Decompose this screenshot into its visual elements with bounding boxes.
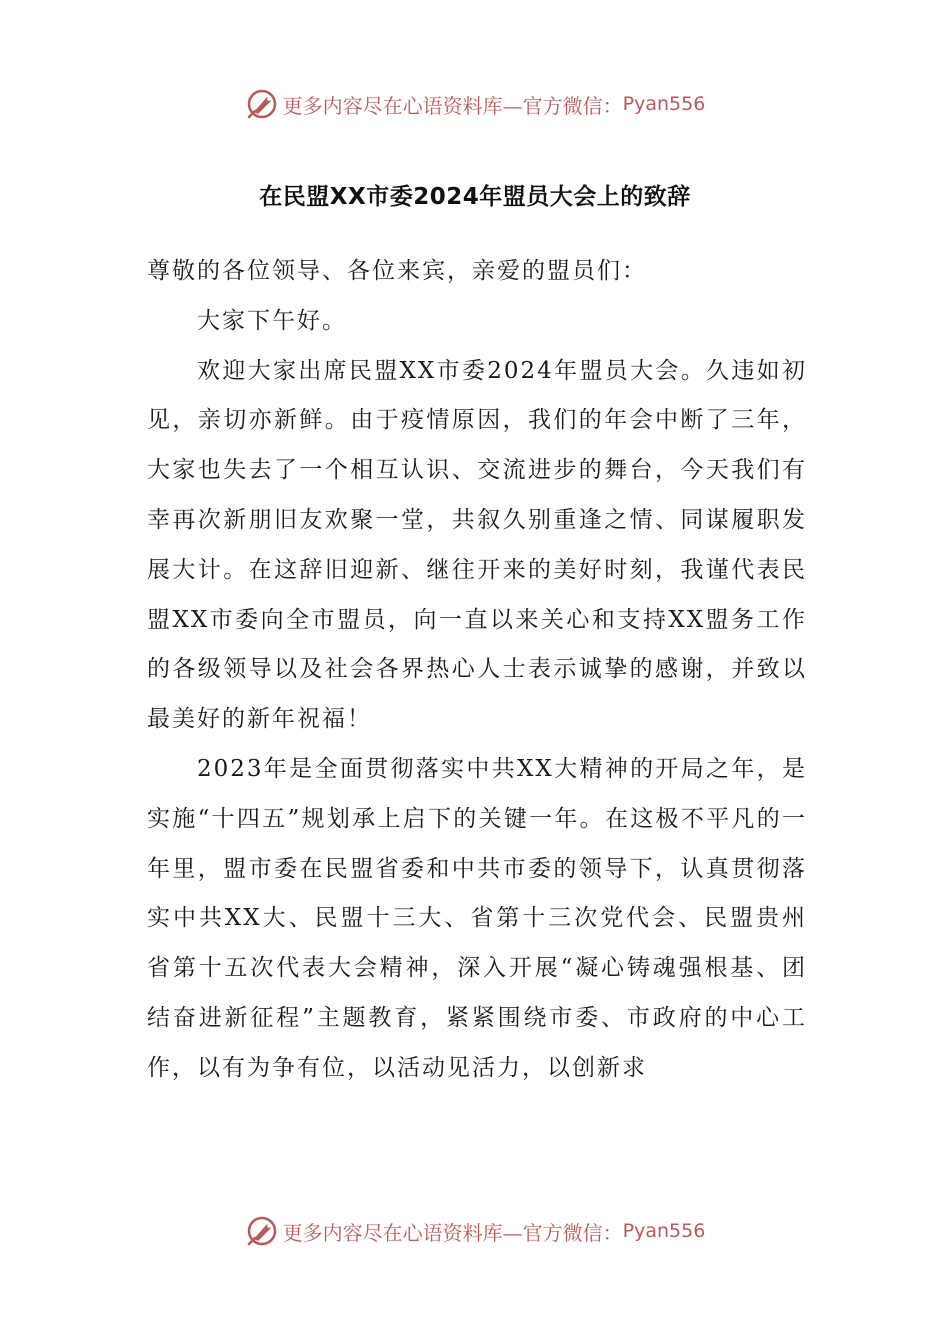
pen-nib-logo-icon xyxy=(245,87,279,121)
document-body xyxy=(147,247,807,1094)
greeting-paragraph: 大家下午好。 xyxy=(197,307,347,334)
footer-wechat-id: Pyan556 xyxy=(622,1220,706,1242)
footer-banner xyxy=(0,1211,950,1251)
salutation-paragraph: 尊敬的各位领导、各位来宾，亲爱的盟员们： xyxy=(147,258,647,284)
welcome-paragraph: 欢迎大家出席民盟XX市委2024年盟员大会。久违如初见，亲切亦新鲜。由于疫情原因，我们的年会中断了三年，大家也失去了一个相互认识、交流进步的舞台，今天我们有幸再次新朋旧友欢聚一堂，共叙久别重逢之情、同谋履职发展大计。在这辞旧迎新、继往开来的美好时刻，我谨代表民盟XX市委向全市盟员，向一直以来关心和支持XX盟务工作的各级领导以及社会各界热心人士表示诚挚的感谢，并致以最美好的新年祝福！ xyxy=(147,357,807,733)
review-paragraph: 2023年是全面贯彻落实中共XX大精神的开局之年，是实施“十四五”规划承上启下的关键一年。在这极不平凡的一年里，盟市委在民盟省委和中共市委的领导下，认真贯彻落实中共XX大、民盟十三大、省第十三次党代会、民盟贵州省第十五次代表大会精神，深入开展“凝心铸魂强根基、团结奋进新征程”主题教育，紧紧围绕市委、市政府的中心工作，以有为争有位，以活动见活力，以创新求 xyxy=(147,755,807,1081)
header-banner xyxy=(0,84,950,124)
footer-banner-text: 更多内容尽在心语资料库—官方微信： xyxy=(282,1220,623,1245)
document-title: 在民盟XX市委2024年盟员大会上的致辞 xyxy=(259,184,691,210)
header-wechat-id: Pyan556 xyxy=(622,93,706,115)
pen-nib-logo-icon xyxy=(245,1214,279,1248)
header-banner-text: 更多内容尽在心语资料库—官方微信： xyxy=(282,93,623,118)
